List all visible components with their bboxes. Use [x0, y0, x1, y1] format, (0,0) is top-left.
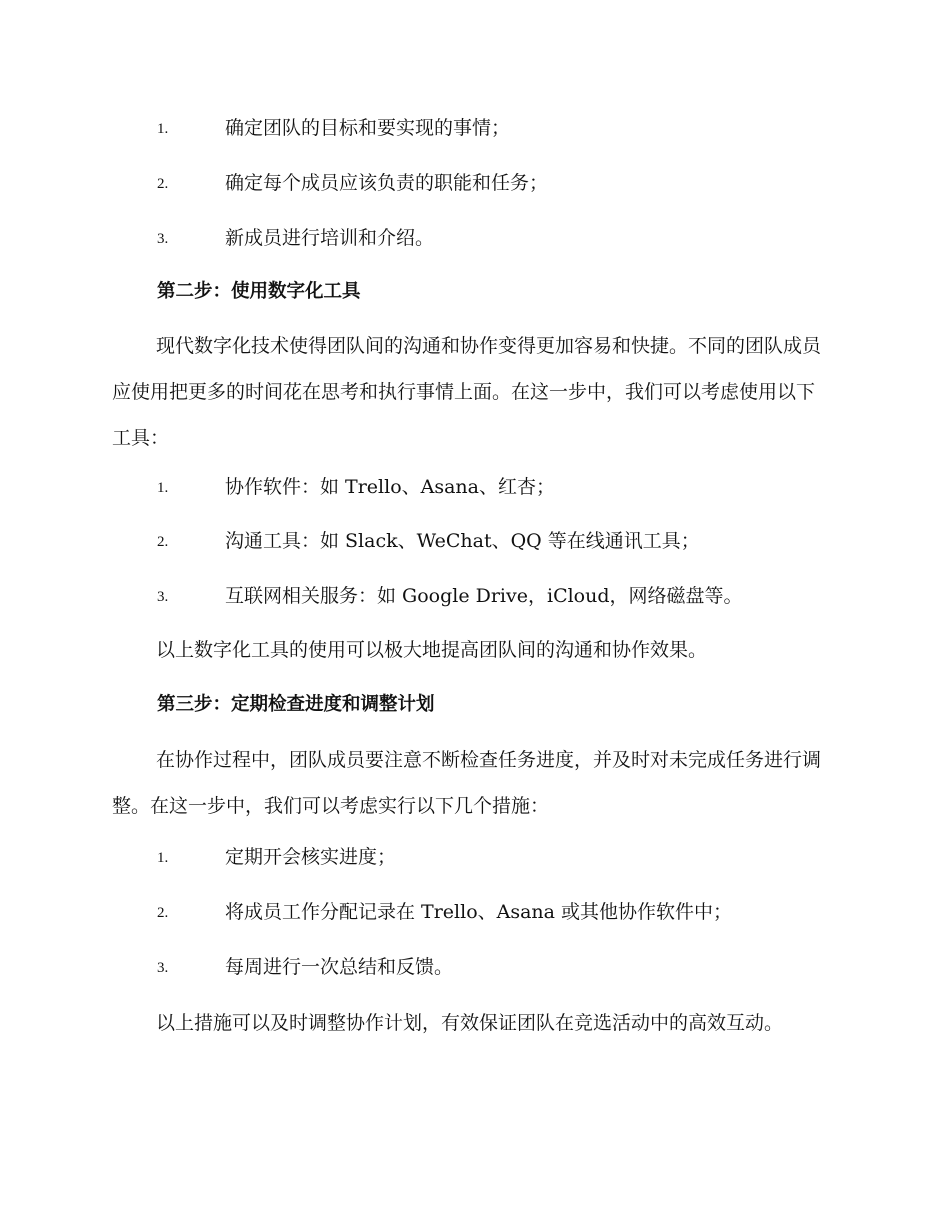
section-heading-step3: 第三步：定期检查进度和调整计划	[157, 694, 435, 715]
paragraph-step2-conclusion: 以上数字化工具的使用可以极大地提高团队间的沟通和协作效果。	[156, 639, 708, 661]
list-number: 2.	[157, 905, 169, 921]
list-number: 3.	[157, 960, 169, 976]
list-text: 每周进行一次总结和反馈。	[225, 956, 454, 978]
list-text: 协作软件：如 Trello、Asana、红杏；	[225, 476, 555, 498]
paragraph-step2-intro: 现代数字化技术使得团队间的沟通和协作变得更加容易和快捷。不同的团队成员应使用把更多的时间花在思考和执行事情上面。在这一步中，我们可以考虑使用以下工具：	[112, 335, 822, 449]
list-item	[0, 897, 950, 927]
list-text: 新成员进行培训和介绍。	[225, 227, 435, 249]
list-number: 3.	[157, 589, 169, 605]
list-number: 1.	[157, 480, 169, 496]
list-item	[0, 113, 950, 143]
list-text: 定期开会核实进度；	[225, 846, 397, 868]
list-number: 3.	[157, 231, 169, 247]
list-text: 确定每个成员应该负责的职能和任务；	[225, 172, 549, 194]
list-number: 1.	[157, 121, 169, 137]
list-text: 将成员工作分配记录在 Trello、Asana 或其他协作软件中；	[225, 901, 733, 923]
list-text: 互联网相关服务：如 Google Drive，iCloud，网络磁盘等。	[225, 585, 743, 607]
list-number: 2.	[157, 534, 169, 550]
list-item	[0, 472, 950, 502]
list-item	[0, 223, 950, 253]
section-heading-step2: 第二步：使用数字化工具	[157, 281, 361, 302]
list-item	[0, 526, 950, 556]
list-item	[0, 952, 950, 982]
list-number: 1.	[157, 850, 169, 866]
list-item	[0, 842, 950, 872]
list-item	[0, 168, 950, 198]
paragraph-step3-intro: 在协作过程中，团队成员要注意不断检查任务进度，并及时对未完成任务进行调整。在这一步中，我们可以考虑实行以下几个措施：	[112, 749, 822, 817]
list-text: 确定团队的目标和要实现的事情；	[225, 117, 511, 139]
list-text: 沟通工具：如 Slack、WeChat、QQ 等在线通讯工具；	[225, 530, 700, 552]
paragraph-step3-conclusion: 以上措施可以及时调整协作计划，有效保证团队在竞选活动中的高效互动。	[156, 1012, 784, 1034]
list-item	[0, 581, 950, 611]
list-number: 2.	[157, 176, 169, 192]
